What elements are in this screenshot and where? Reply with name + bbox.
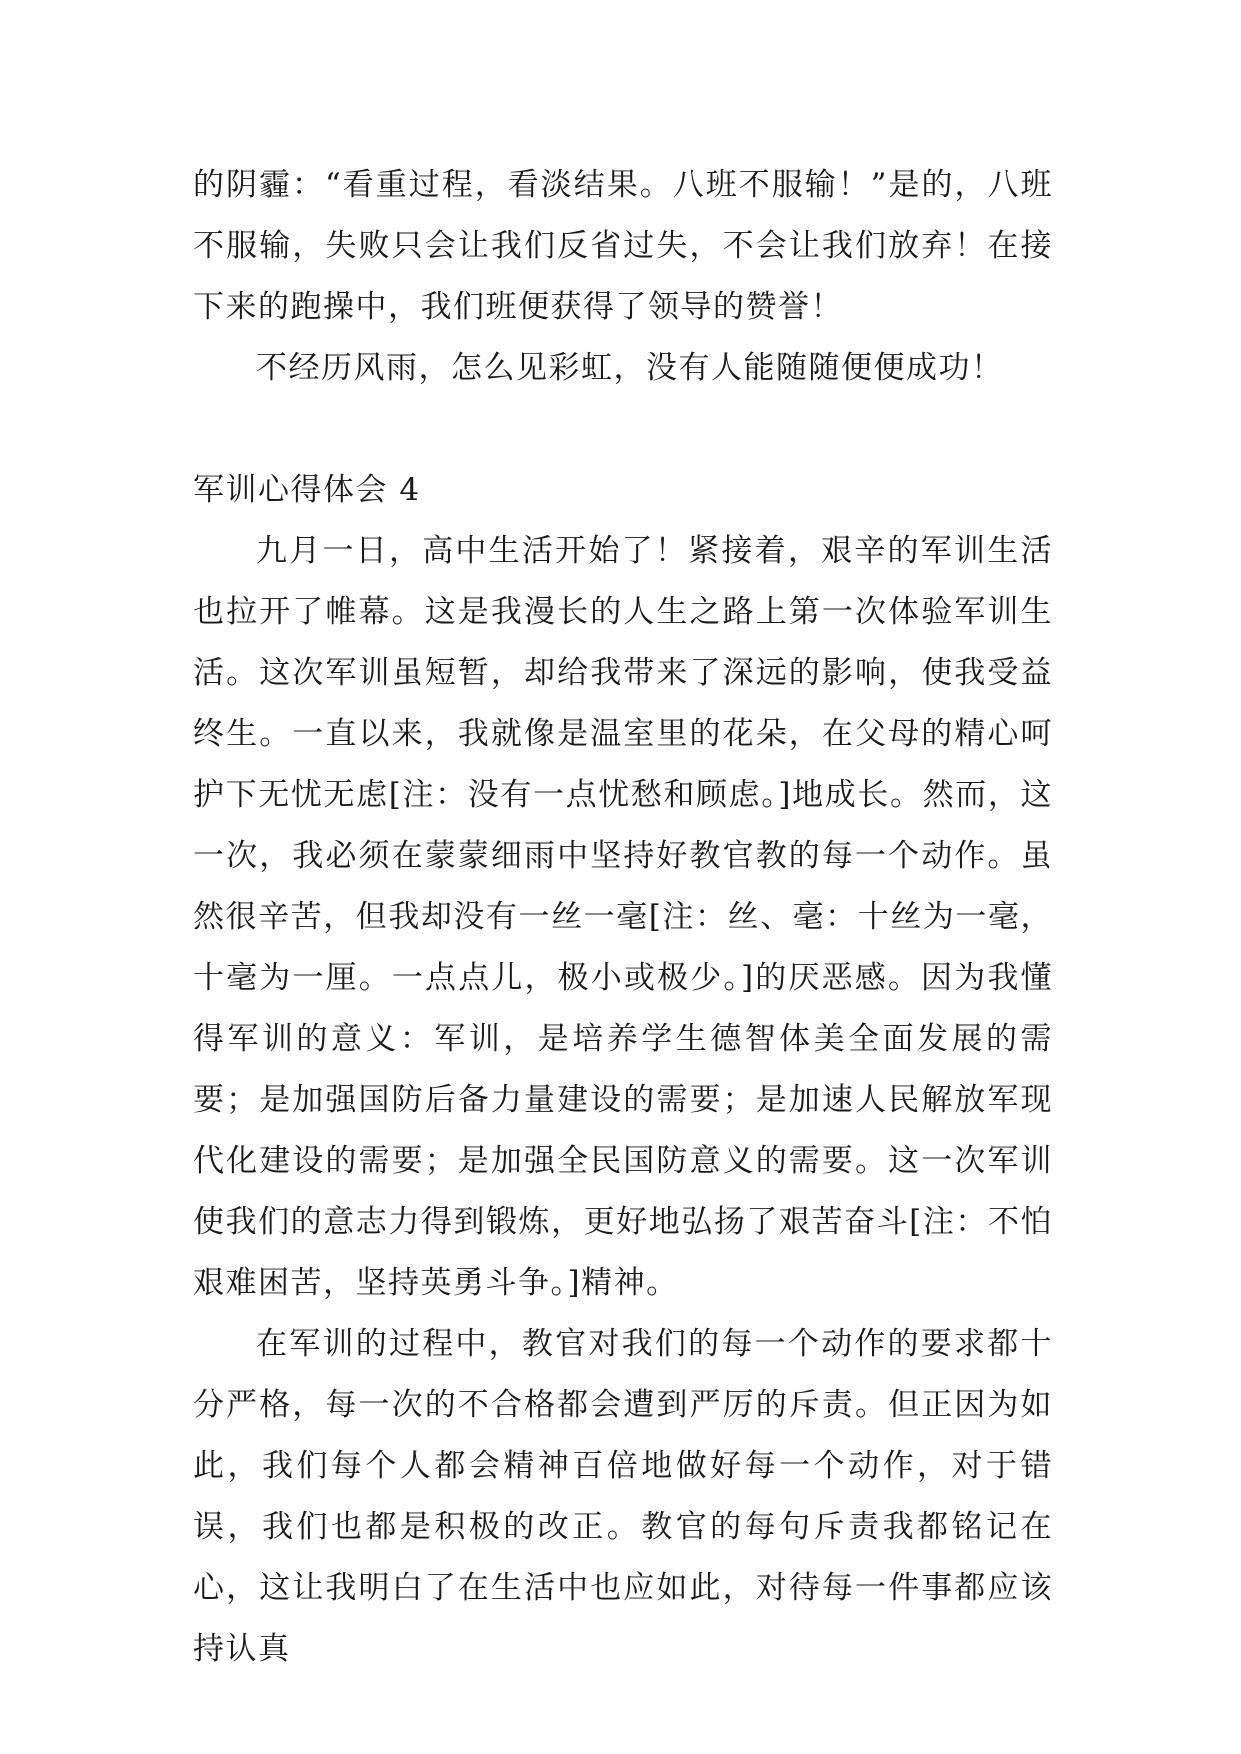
closing-line: 不经历风雨，怎么见彩虹，没有人能随随便便成功！ bbox=[256, 350, 1004, 386]
document-body bbox=[193, 155, 1053, 1680]
body-paragraph-2: 在军训的过程中，教官对我们的每一个动作的要求都十分严格，每一次的不合格都会遭到严厉的斥责。但正因为如此，我们每个人都会精神百倍地做好每一个动作，对于错误，我们也都是积极的改正。教官的每句斥责我都铭记在心，这让我明白了在生活中也应如此，对待每一件事都应该持认真 bbox=[193, 1326, 1053, 1667]
section-heading: 军训心得体会 4 bbox=[193, 472, 421, 508]
continued-paragraph: 的阴霾：“看重过程，看淡结果。八班不服输！”是的，八班不服输，失败只会让我们反省过失，不会让我们放弃！在接下来的跑操中，我们班便获得了领导的赞誉！ bbox=[193, 167, 1053, 325]
section-spacer bbox=[193, 399, 1053, 460]
body-paragraph-1: 九月一日，高中生活开始了！紧接着，艰辛的军训生活也拉开了帷幕。这是我漫长的人生之路上第一次体验军训生活。这次军训虽短暂，却给我带来了深远的影响，使我受益终生。一直以来，我就像是温室里的花朵，在父母的精心呵护下无忧无虑[注：没有一点忧愁和顾虑。]地成长。然而，这一次，我必须在蒙蒙细雨中坚持好教官教的每一个动作。虽然很辛苦，但我却没有一丝一毫[注：丝、毫：十丝为一毫，十毫为一厘。一点点儿，极小或极少。]的厌恶感。因为我懂得军训的意义：军训，是培养学生德智体美全面发展的需要；是加强国防后备力量建设的需要；是加速人民解放军现代化建设的需要；是加强全民国防意义的需要。这一次军训使我们的意志力得到锻炼，更好地弘扬了艰苦奋斗[注：不怕艰难困苦，坚持英勇斗争。]精神。 bbox=[193, 533, 1053, 1301]
